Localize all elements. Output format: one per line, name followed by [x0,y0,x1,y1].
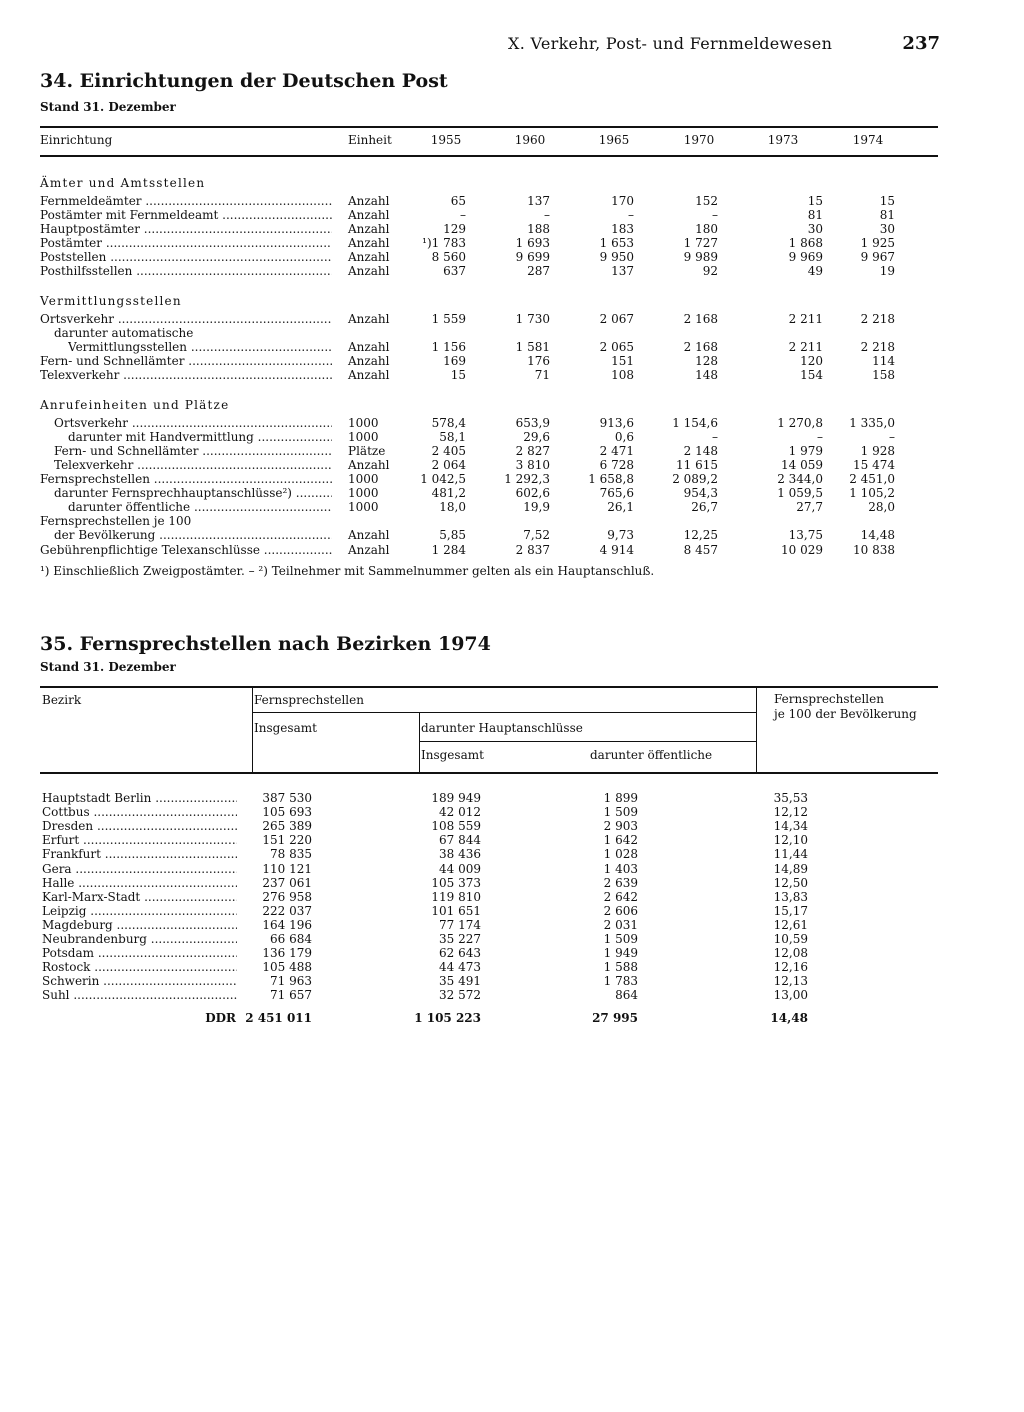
header-insgesamt-2: Insgesamt [421,748,484,762]
row-bezirk: Neubrandenburg ..... [42,932,237,946]
row-label: darunter automatische [54,326,194,340]
cell-value: – [817,430,823,444]
row-unit: Anzahl [348,208,390,222]
cell-value: 78 835 [270,847,312,862]
col-header-year: 1960 [514,133,546,147]
cell-value: 42 012 [439,805,481,820]
cell-value: – [712,430,718,444]
cell-value: 137 [527,194,550,208]
cell-value: 2 067 [599,312,634,326]
row-label: Posthilfsstellen ..... [40,264,332,278]
cell-value: 12,12 [773,805,808,820]
cell-value: 864 [615,988,638,1003]
header-vline-3 [756,688,757,772]
header-sub-rule-2 [419,741,756,742]
table34-top-rule [40,126,938,128]
cell-value: 6 728 [599,458,634,472]
cell-value: 2 471 [599,444,634,458]
cell-value: 1 156 [431,340,466,354]
cell-value: 101 651 [431,903,481,918]
row-label: Ortsverkehr ..... [40,312,332,326]
cell-value: 8 457 [683,543,718,557]
row-bezirk: Magdeburg ..... [42,918,237,932]
cell-value: 62 643 [439,946,481,961]
chapter-title: X. Verkehr, Post- und Fernmeldewesen [508,34,833,53]
cell-value: 12,61 [773,917,808,932]
row-bezirk: Hauptstadt Berlin ..... [42,791,237,805]
row-label: Ortsverkehr ..... [54,416,332,430]
cell-value: 2 211 [788,312,823,326]
cell-value: 2 064 [431,458,466,472]
cell-value: 387 530 [262,791,312,805]
row-label: darunter mit Handvermittlung ..... [68,430,332,444]
cell-value: 602,6 [515,486,550,500]
cell-value: 1 284 [431,543,466,557]
cell-value: 1 105,2 [849,486,895,500]
cell-value: 108 559 [431,819,481,834]
row-bezirk: Cottbus ..... [42,805,237,819]
cell-value: 637 [443,264,466,278]
cell-value: 1 042,5 [420,472,466,486]
total-value: 2 451 011 [245,1011,312,1025]
cell-value: 29,6 [523,430,550,444]
cell-value: 28,0 [868,500,895,514]
cell-value: 14,34 [773,819,808,834]
row-label: Gebührenpflichtige Telexanschlüsse ..... [40,543,332,557]
header-per100-line2: je 100 der Bevölkerung [774,707,917,721]
cell-value: 12,50 [773,875,808,890]
cell-value: 26,7 [691,500,718,514]
cell-value: 13,83 [773,889,808,904]
row-unit: Anzahl [348,194,390,208]
col-header-einrichtung: Einrichtung [40,133,113,147]
cell-value: 0,6 [614,430,634,444]
header-vline-2 [419,712,420,772]
cell-value: 2 089,2 [672,472,718,486]
cell-value: 151 [611,354,634,368]
cell-value: 170 [611,194,634,208]
row-unit: 1000 [348,472,379,486]
cell-value: 66 684 [270,932,312,946]
cell-value: 9 969 [788,250,823,264]
header-darunter-haupt: darunter Hauptanschlüsse [421,721,583,735]
total-value: 27 995 [592,1011,638,1025]
cell-value: 189 949 [431,791,481,805]
row-label: Postämter mit Fernmeldeamt ..... [40,208,332,222]
row-unit: Anzahl [348,264,390,278]
cell-value: 2 344,0 [777,472,823,486]
cell-value: 913,6 [599,416,634,430]
col-header-year: 1970 [683,133,715,147]
row-bezirk: Suhl ..... [42,988,237,1002]
cell-value: 13,75 [788,528,823,542]
cell-value: 105 373 [431,875,481,890]
cell-value: 158 [872,368,895,382]
cell-value: 12,16 [773,960,808,975]
cell-value: 1 899 [603,791,638,805]
row-label: Poststellen ..... [40,250,332,264]
cell-value: 1 653 [599,236,634,250]
row-unit: 1000 [348,416,379,430]
cell-value: 128 [695,354,718,368]
cell-value: 1 949 [603,946,638,961]
cell-value: 287 [527,264,550,278]
cell-value: 1 868 [788,236,823,250]
row-label: Fern- und Schnellämter ..... [40,354,332,368]
cell-value: 44 009 [439,861,481,876]
cell-value: 2 065 [599,340,634,354]
cell-value: 92 [702,264,718,278]
cell-value: 71 [534,368,550,382]
cell-value: 151 220 [262,833,312,848]
row-label: darunter öffentliche ..... [68,500,332,514]
cell-value: 9 699 [515,250,550,264]
cell-value: 108 [611,368,634,382]
cell-value: 13,00 [773,988,808,1003]
row-unit: Anzahl [348,354,390,368]
header-insgesamt: Insgesamt [254,721,317,735]
cell-value: 1 028 [603,847,638,862]
cell-value: 35 227 [439,932,481,946]
section-heading: Vermittlungsstellen [40,294,182,308]
cell-value: 176 [527,354,550,368]
cell-value: 2 837 [515,543,550,557]
row-label: Telexverkehr ..... [54,458,332,472]
row-label: der Bevölkerung ..... [54,528,332,542]
cell-value: 2 218 [860,312,895,326]
table34-title: 34. Einrichtungen der Deutschen Post [40,70,448,92]
col-header-year: 1965 [598,133,630,147]
row-bezirk: Frankfurt ..... [42,847,237,861]
cell-value: – [628,208,634,222]
total-label: DDR [205,1011,236,1025]
cell-value: 119 810 [431,889,481,904]
cell-value: – [544,208,550,222]
col-header-year: 1955 [430,133,462,147]
cell-value: 15 474 [853,458,895,472]
cell-value: 2 903 [603,819,638,834]
cell-value: 12,08 [773,946,808,961]
cell-value: 7,52 [523,528,550,542]
row-bezirk: Dresden ..... [42,819,237,833]
cell-value: 136 179 [262,946,312,961]
cell-value: 137 [611,264,634,278]
row-bezirk: Schwerin ..... [42,974,237,988]
row-bezirk: Rostock ..... [42,960,237,974]
row-bezirk: Halle ..... [42,876,237,890]
cell-value: 2 031 [603,917,638,932]
cell-value: 19,9 [523,500,550,514]
cell-value: 1 730 [515,312,550,326]
row-bezirk: Potsdam ..... [42,946,237,960]
cell-value: 14,89 [773,861,808,876]
total-value: 1 105 223 [414,1011,481,1025]
row-unit: 1000 [348,430,379,444]
cell-value: 152 [695,194,718,208]
cell-value: 1 403 [603,861,638,876]
cell-value: 44 473 [439,960,481,975]
cell-value: 38 436 [439,847,481,862]
cell-value: 2 639 [603,875,638,890]
row-bezirk: Karl-Marx-Stadt ..... [42,890,237,904]
row-unit: Anzahl [348,340,390,354]
cell-value: 129 [443,222,466,236]
cell-value: 12,13 [773,974,808,989]
cell-value: 3 810 [515,458,550,472]
row-label: Vermittlungsstellen ..... [68,340,332,354]
row-label: Postämter ..... [40,236,332,250]
cell-value: 1 727 [683,236,718,250]
cell-value: 105 693 [262,805,312,820]
cell-value: 1 693 [515,236,550,250]
cell-value: 81 [879,208,895,222]
cell-value: 15,17 [773,903,808,918]
cell-value: 105 488 [262,960,312,975]
cell-value: 14 059 [781,458,823,472]
row-bezirk: Gera ..... [42,862,237,876]
cell-value: 169 [443,354,466,368]
cell-value: 12,10 [773,833,808,848]
table34-subtitle: Stand 31. Dezember [40,100,176,114]
table34-header-rule [40,155,938,157]
page-number: 237 [902,33,940,54]
row-unit: Anzahl [348,250,390,264]
cell-value: 265 389 [262,819,312,834]
cell-value: 10 838 [853,543,895,557]
row-label: darunter Fernsprechhauptanschlüsse²) ..... [54,486,332,500]
cell-value: 1 979 [788,444,823,458]
header-fernsprechstellen: Fernsprechstellen [254,693,364,707]
cell-value: 26,1 [607,500,634,514]
row-label: Fernsprechstellen je 100 [40,514,192,528]
cell-value: 1 928 [860,444,895,458]
cell-value: – [712,208,718,222]
cell-value: 1 658,8 [588,472,634,486]
cell-value: 110 121 [262,861,312,876]
cell-value: 2 218 [860,340,895,354]
cell-value: 18,0 [439,500,466,514]
cell-value: 481,2 [431,486,466,500]
cell-value: 35 491 [439,974,481,989]
cell-value: 15 [807,194,823,208]
cell-value: 65 [450,194,466,208]
cell-value: 14,48 [860,528,895,542]
row-label: Telexverkehr ..... [40,368,332,382]
header-vline-1 [252,688,253,772]
cell-value: 77 174 [439,917,481,932]
row-label: Fernsprechstellen ..... [40,472,332,486]
cell-value: 15 [879,194,895,208]
cell-value: 10,59 [773,932,808,946]
cell-value: 1 588 [603,960,638,975]
cell-value: 164 196 [262,917,312,932]
table35-top-rule [40,686,938,688]
cell-value: 2 405 [431,444,466,458]
cell-value: 58,1 [439,430,466,444]
cell-value: 4 914 [599,543,634,557]
cell-value: 1 292,3 [504,472,550,486]
cell-value: 1 335,0 [849,416,895,430]
cell-value: 1 642 [603,833,638,848]
cell-value: 2 827 [515,444,550,458]
table34-footnote: ¹) Einschließlich Zweigpostämter. – ²) Teilnehmer mit Sammelnummer gelten als ein Hauptanschluß. [40,564,655,578]
row-unit: Anzahl [348,528,390,542]
row-unit: 1000 [348,486,379,500]
cell-value: 8 560 [431,250,466,264]
cell-value: 222 037 [262,903,312,918]
row-unit: Anzahl [348,368,390,382]
row-unit: Anzahl [348,543,390,557]
row-unit: Anzahl [348,236,390,250]
cell-value: 35,53 [773,791,808,805]
row-label: Fern- und Schnellämter ..... [54,444,332,458]
row-unit: Anzahl [348,458,390,472]
cell-value: 30 [807,222,823,236]
cell-value: 1 559 [431,312,466,326]
header-bezirk: Bezirk [42,693,82,707]
cell-value: 2 642 [603,889,638,904]
header-darunter-oeffentliche: darunter öffentliche [590,748,713,762]
cell-value: 2 451,0 [849,472,895,486]
cell-value: 67 844 [439,833,481,848]
cell-value: 653,9 [515,416,550,430]
cell-value: 188 [527,222,550,236]
table35-header-rule [40,772,938,774]
row-label: Fernmeldeämter ..... [40,194,332,208]
cell-value: 154 [800,368,823,382]
cell-value: 27,7 [796,500,823,514]
cell-value: 1 270,8 [777,416,823,430]
cell-value: 5,85 [439,528,466,542]
section-heading: Anrufeinheiten und Plätze [40,398,230,412]
cell-value: 1 059,5 [777,486,823,500]
cell-value: 71 657 [270,988,312,1003]
cell-value: 1 581 [515,340,550,354]
col-header-year: 1973 [767,133,799,147]
table35-subtitle: Stand 31. Dezember [40,660,176,674]
cell-value: 11,44 [773,847,808,862]
cell-value: 30 [879,222,895,236]
row-bezirk: Leipzig ..... [42,904,237,918]
header-sub-rule [252,712,756,713]
cell-value: 11 615 [676,458,718,472]
cell-value: – [889,430,895,444]
cell-value: 765,6 [599,486,634,500]
cell-value: – [460,208,466,222]
cell-value: 120 [800,354,823,368]
cell-value: 954,3 [683,486,718,500]
cell-value: 2 148 [683,444,718,458]
cell-value: 9 967 [860,250,895,264]
cell-value: 49 [807,264,823,278]
cell-value: 2 211 [788,340,823,354]
cell-value: 276 958 [262,889,312,904]
cell-value: 81 [807,208,823,222]
cell-value: 1 783 [603,974,638,989]
cell-value: 32 572 [439,988,481,1003]
cell-value: 180 [695,222,718,236]
cell-value: 19 [879,264,895,278]
cell-value: 237 061 [262,875,312,890]
cell-value: 183 [611,222,634,236]
cell-value: 148 [695,368,718,382]
row-label: Hauptpostämter ..... [40,222,332,236]
cell-value: 2 168 [683,340,718,354]
row-unit: Anzahl [348,222,390,236]
row-bezirk: Erfurt ..... [42,833,237,847]
col-header-einheit: Einheit [348,133,392,147]
row-unit: Anzahl [348,312,390,326]
cell-value: 1 509 [603,805,638,820]
cell-value: 1 925 [860,236,895,250]
page-header [508,34,940,56]
cell-value: 578,4 [431,416,466,430]
cell-value: 15 [450,368,466,382]
total-value: 14,48 [770,1011,808,1025]
cell-value: 9,73 [607,528,634,542]
section-heading: Ämter und Amtsstellen [40,176,206,190]
cell-value: 71 963 [270,974,312,989]
row-unit: Plätze [348,444,386,458]
cell-value: ¹)1 783 [422,236,466,250]
col-header-year: 1974 [852,133,884,147]
cell-value: 9 950 [599,250,634,264]
header-per100-line1: Fernsprechstellen [774,692,884,706]
cell-value: 114 [872,354,895,368]
row-unit: 1000 [348,500,379,514]
cell-value: 1 154,6 [672,416,718,430]
cell-value: 12,25 [683,528,718,542]
table35-title: 35. Fernsprechstellen nach Bezirken 1974 [40,633,491,655]
cell-value: 2 606 [603,903,638,918]
cell-value: 9 989 [683,250,718,264]
cell-value: 1 509 [603,932,638,946]
cell-value: 10 029 [781,543,823,557]
cell-value: 2 168 [683,312,718,326]
